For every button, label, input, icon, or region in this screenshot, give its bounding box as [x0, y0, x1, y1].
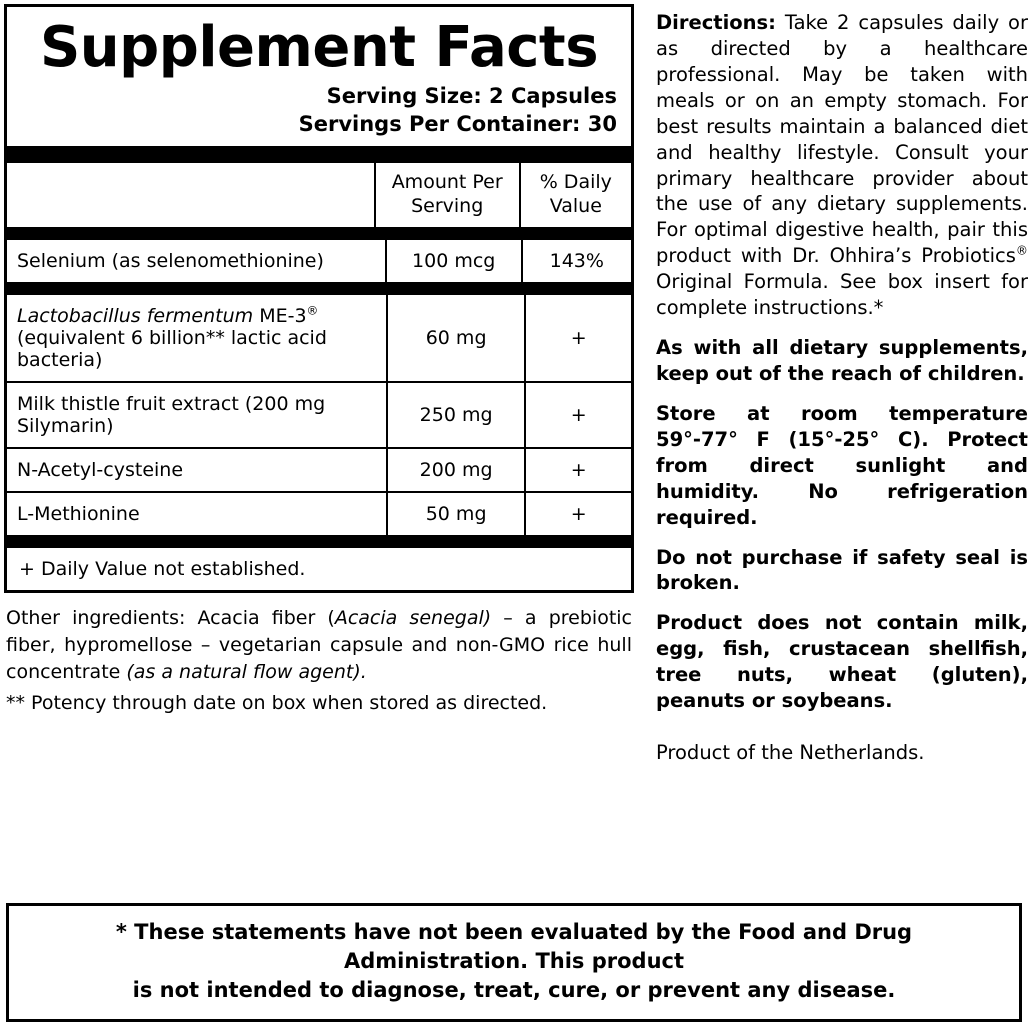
nutrient-amount: 50 mg	[387, 492, 526, 535]
nutrient-name-line2: (equivalent 6 billion** lactic acid bacteria)	[17, 326, 327, 371]
table-header-row	[7, 163, 631, 227]
serving-size: Serving Size: 2 Capsules	[326, 83, 617, 108]
header-nutrient	[7, 163, 375, 227]
nutrient-amount: 60 mg	[387, 295, 526, 382]
divider-after-group-1	[7, 282, 631, 295]
nutrient-name: N-Acetyl-cysteine	[7, 448, 387, 492]
storage-instructions: Store at room temperature 59°-77° F (15°-25° C). Protect from direct sunlight and humidity. No refrigeration required.	[656, 401, 1028, 529]
safety-seal-warning: Do not purchase if safety seal is broken.	[656, 545, 1028, 595]
nutrient-daily-value: +	[525, 382, 631, 448]
nutrient-daily-value: +	[525, 295, 631, 382]
product-origin: Product of the Netherlands.	[656, 741, 925, 765]
nutrient-name-italic: Lactobacillus fermentum	[17, 304, 254, 327]
right-column	[656, 4, 1028, 766]
header-daily-value	[520, 163, 631, 227]
table-row	[7, 240, 631, 282]
header-dv-line2: Value	[549, 195, 602, 218]
directions-paragraph	[656, 10, 1028, 321]
nutrient-name	[7, 295, 387, 382]
other-ingredients-italic-1: Acacia senegal)	[334, 606, 492, 629]
servings-per-container: Servings Per Container: 30	[298, 112, 617, 137]
table-row	[7, 295, 631, 382]
header-amount-line2: Serving	[411, 195, 484, 218]
table-row	[7, 448, 631, 492]
supplement-facts-panel	[4, 4, 634, 593]
keep-out-of-reach-warning: As with all dietary supplements, keep out of the reach of children.	[656, 336, 1028, 385]
panel-title: Supplement Facts	[39, 15, 599, 80]
table-row	[7, 382, 631, 448]
nutrient-daily-value: +	[525, 448, 631, 492]
allergen-statement: Product does not contain milk, egg, fish, crustacean shellfish, tree nuts, wheat (gluten), peanuts or soybeans.	[656, 611, 1028, 713]
header-amount-line1: Amount Per	[391, 171, 503, 194]
other-ingredients-pre: Other ingredients: Acacia fiber (	[6, 606, 335, 629]
fda-disclaimer	[6, 903, 1022, 1022]
nutrient-amount: 100 mcg	[386, 240, 522, 282]
nutrient-daily-value: +	[525, 492, 631, 535]
nutrition-group-2	[7, 295, 631, 535]
nutrient-name: Selenium (as selenomethionine)	[17, 249, 324, 272]
directions-body: Take 2 capsules daily or as directed by a healthcare professional. May be taken with meals or on an empty stomach. For best results maintain a balanced diet and healthy lifestyle. Consult your primary healthcare provider about the use of any dietary supplements. For optimal digestive health, pair this product with Dr. Ohhira’s Probiotics	[656, 11, 1028, 268]
other-ingredients-mid: – a prebiotic fiber, hypromellose – vegetarian capsule and non-GMO rice hull concentrate	[6, 606, 632, 683]
left-column	[4, 4, 634, 717]
header-dv-line1: % Daily	[539, 171, 612, 194]
other-ingredients-italic-2: (as a natural flow agent).	[126, 660, 367, 683]
directions-label: Directions:	[656, 11, 776, 34]
divider-after-header	[7, 227, 631, 240]
registered-mark: ®	[306, 303, 319, 318]
other-ingredients	[4, 593, 634, 686]
table-row	[7, 492, 631, 535]
nutrient-amount: 200 mg	[387, 448, 526, 492]
nutrient-name: L-Methionine	[7, 492, 387, 535]
label-columns	[4, 4, 1028, 766]
registered-mark: ®	[1015, 243, 1028, 258]
divider-thick-top	[7, 146, 631, 163]
nutrition-group-1	[7, 240, 631, 282]
fda-disclaimer-line-2: is not intended to diagnose, treat, cure, or prevent any disease.	[132, 978, 896, 1003]
daily-value-footnote: + Daily Value not established.	[19, 557, 306, 580]
nutrient-name-rest: ME-3	[253, 304, 307, 327]
potency-note: ** Potency through date on box when stored as directed.	[6, 691, 548, 714]
nutrition-table	[7, 163, 631, 227]
nutrient-daily-value: 143%	[522, 240, 631, 282]
divider-before-footnote	[7, 535, 631, 548]
directions-tail: Original Formula. See box insert for complete instructions.*	[656, 270, 1028, 320]
serving-info	[7, 82, 631, 147]
header-amount-per-serving	[375, 163, 520, 227]
nutrient-name: Milk thistle fruit extract (200 mg Silymarin)	[7, 382, 387, 448]
fda-disclaimer-line-1: * These statements have not been evaluated by the Food and Drug Administration. This product	[115, 920, 913, 974]
nutrient-amount: 250 mg	[387, 382, 526, 448]
